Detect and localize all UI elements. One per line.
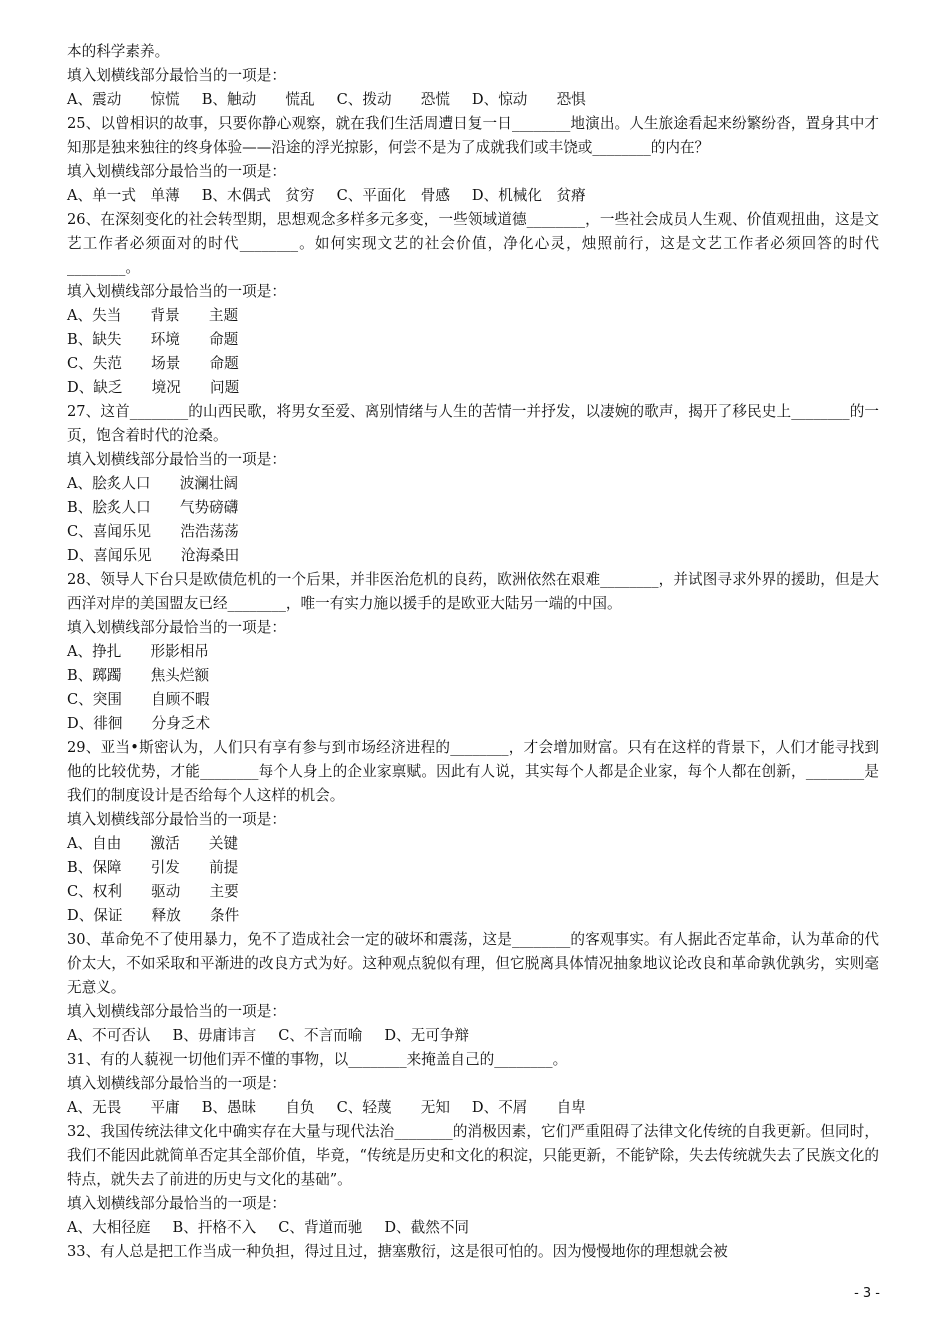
option-b: B、缺失 环境 命题 [67,331,239,348]
question-prompt: 填入划横线部分最恰当的一项是： [67,619,286,636]
question-text: 31、有的人藐视一切他们弄不懂的事物，以________来掩盖自己的________。 [67,1051,568,1068]
question-text: 32、我国传统法律文化中确实存在大量与现代法治________的消极因素，它们严重阻碍了法律文化传统的自我更新。但同时，我们不能因此就简单否定其全部价值，毕竟，“传统是历史和文化的积淀，只能更新，不能铲除，失去传统就失去了民族文化的特点，就失去了前进的历史与文化的基础”。 [67,1123,879,1188]
option-a: A、失当 背景 主题 [67,307,239,324]
question-prompt: 填入划横线部分最恰当的一项是： [67,451,286,468]
option-b: B、触动 慌乱 [201,91,315,108]
option-d: D、保证 释放 条件 [67,907,240,924]
question-27 [67,400,879,568]
question-30 [67,928,879,1048]
option-b: B、木偶式 贫穷 [201,187,315,204]
option-d: D、无可争辩 [384,1027,470,1044]
option-d: D、不屑 自卑 [471,1099,586,1116]
question-prompt: 填入划横线部分最恰当的一项是： [67,67,286,84]
page-number: - 3 - [854,1286,880,1301]
option-c: C、权利 驱动 主要 [67,883,239,900]
question-prompt: 填入划横线部分最恰当的一项是： [67,811,286,828]
option-c: C、不言而喻 [278,1027,363,1044]
question-32 [67,1120,879,1240]
option-a: A、脍炙人口 波澜壮阔 [67,475,239,492]
option-c: C、突围 自顾不暇 [67,691,210,708]
option-c: C、拨动 恐慌 [336,91,450,108]
options-row [67,1216,879,1240]
option-a: A、自由 激活 关键 [67,835,239,852]
option-c: C、失范 场景 命题 [67,355,239,372]
question-31 [67,1048,879,1120]
question-prompt: 填入划横线部分最恰当的一项是： [67,1195,286,1212]
option-a: A、挣扎 形影相吊 [67,643,209,660]
question-prompt: 填入划横线部分最恰当的一项是： [67,283,286,300]
options-row [67,184,879,208]
option-d: D、缺乏 境况 问题 [67,379,240,396]
option-c: C、背道而驰 [278,1219,363,1236]
option-d: D、截然不同 [384,1219,470,1236]
question-prompt: 填入划横线部分最恰当的一项是： [67,163,286,180]
option-d: D、机械化 贫瘠 [471,187,586,204]
question-text: 29、亚当•斯密认为，人们只有享有参与到市场经济进程的________，才会增加财富。只有在这样的背景下，人们才能寻找到他的比较优势，才能________每个人身上的企业家禀赋。因此有人说，其实每个人都是企业家，每个人都在创新，________是我们的制度设计是否给每个人这样的机会。 [67,739,879,804]
question-prompt: 填入划横线部分最恰当的一项是： [67,1075,286,1092]
option-b: B、愚昧 自负 [201,1099,315,1116]
question-25 [67,112,879,208]
option-b: B、脍炙人口 气势磅礴 [67,499,239,516]
option-a: A、单一式 单薄 [67,187,180,204]
question-28 [67,568,879,736]
question-text: 28、领导人下台只是欧债危机的一个后果，并非医治危机的良药，欧洲依然在艰难________，并试图寻求外界的援助，但是大西洋对岸的美国盟友已经________，唯一有实力施以援手的是欧亚大陆另一端的中国。 [67,571,879,612]
options-row [67,1096,879,1120]
question-text: 25、以曾相识的故事，只要你静心观察，就在我们生活周遭日复一日________地演出。人生旅途看起来纷繁纷沓，置身其中才知那是独来独往的终身体验——沿途的浮光掠影，何尝不是为了成就我们或丰饶或________的内在？ [67,115,879,156]
question-33 [67,1240,879,1264]
question-text: 33、有人总是把工作当成一种负担，得过且过，搪塞敷衍，这是很可怕的。因为慢慢地你的理想就会被 [67,1243,728,1260]
question-29 [67,736,879,928]
question-prompt: 填入划横线部分最恰当的一项是： [67,1003,286,1020]
option-a: A、大相径庭 [67,1219,151,1236]
option-b: B、扞格不入 [172,1219,257,1236]
option-b: B、保障 引发 前提 [67,859,239,876]
option-c: C、喜闻乐见 浩浩荡荡 [67,523,239,540]
option-a: A、不可否认 [67,1027,151,1044]
question-text: 30、革命免不了使用暴力，免不了造成社会一定的破坏和震荡，这是________的客观事实。有人据此否定革命，认为革命的代价太大，不如采取和平渐进的改良方式为好。这种观点貌似有理，但它脱离具体情况抽象地议论改良和革命孰优孰劣，实则毫无意义。 [67,931,879,996]
option-d: D、喜闻乐见 沧海桑田 [67,547,240,564]
option-c: C、轻蔑 无知 [336,1099,450,1116]
option-a: A、无畏 平庸 [67,1099,180,1116]
document-body [67,40,879,1264]
question-text: 27、这首________的山西民歌，将男女至爱、离别情绪与人生的苦情一并抒发，以凄婉的歌声，揭开了移民史上________的一页，饱含着时代的沧桑。 [67,403,879,444]
options-row [67,88,879,112]
option-d: D、徘徊 分身乏术 [67,715,211,732]
option-a: A、震动 惊慌 [67,91,180,108]
option-b: B、毋庸讳言 [172,1027,257,1044]
options-row [67,1024,879,1048]
option-c: C、平面化 骨感 [336,187,450,204]
question-text: 26、在深刻变化的社会转型期，思想观念多样多元多变，一些领域道德________，一些社会成员人生观、价值观扭曲，这是文艺工作者必须面对的时代________。如何实现文艺的社会价值，净化心灵，烛照前行，这是文艺工作者必须回答的时代________。 [67,211,879,276]
lead-text: 本的科学素养。 [67,43,170,60]
option-b: B、踯躅 焦头烂额 [67,667,210,684]
question-26 [67,208,879,400]
option-d: D、惊动 恐惧 [471,91,586,108]
